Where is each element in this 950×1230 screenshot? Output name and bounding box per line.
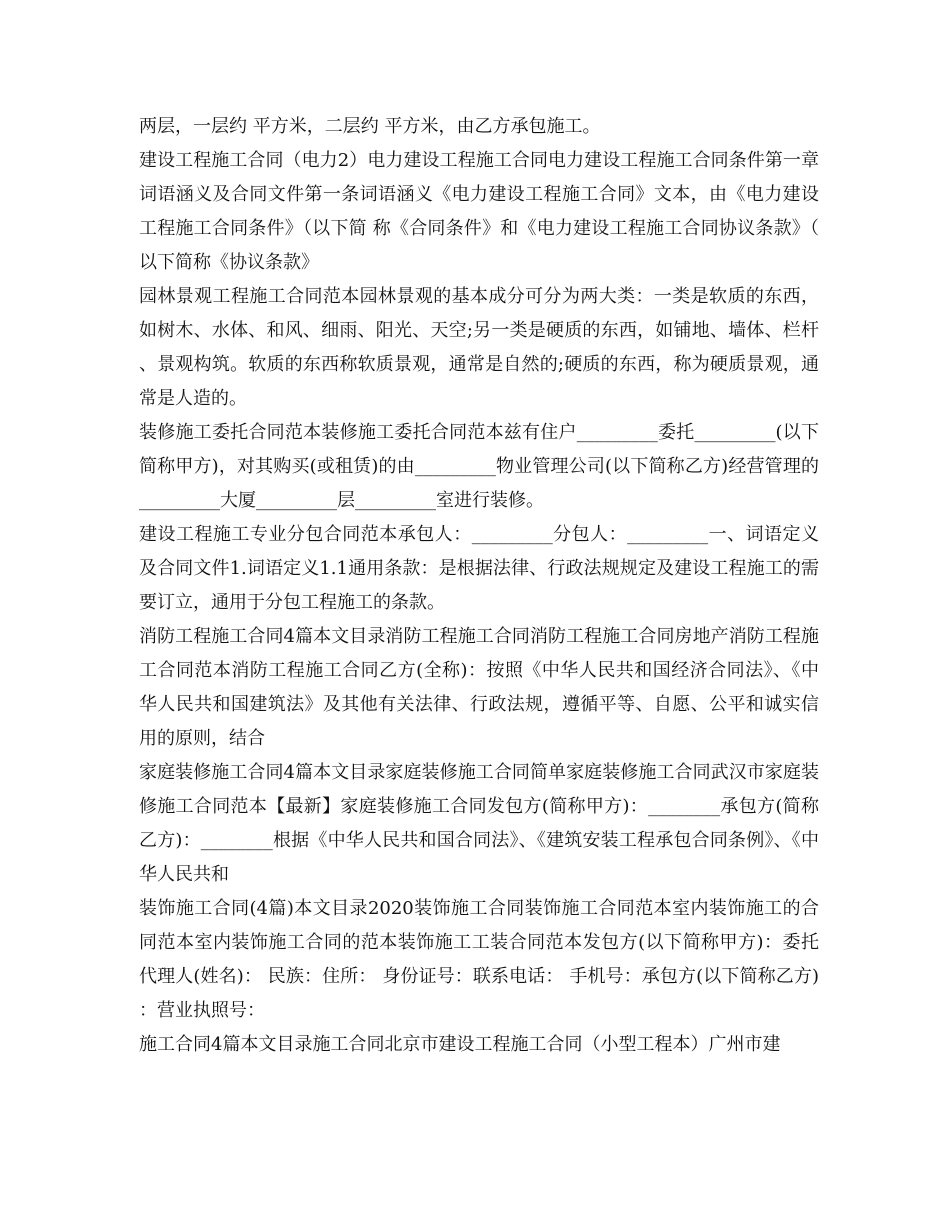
- paragraph-decoration-contract: 装饰施工合同(4篇)本文目录2020装饰施工合同装饰施工合同范本室内装饰施工的合同范本室内装饰施工合同的范本装饰施工工装合同范本发包方(以下简称甲方)：委托代理人(姓名)： 民族：住所： 身份证号：联系电话： 手机号：承包方(以下简称乙方)：营业执照号：: [139, 898, 819, 1021]
- paragraph-floor-area: 两层，一层约 平方米，二层约 平方米，由乙方承包施工。: [139, 116, 601, 137]
- paragraph-home-decoration-contract: 家庭装修施工合同4篇本文目录家庭装修施工合同简单家庭装修施工合同武汉市家庭装修施工合同范本【最新】家庭装修施工合同发包方(简称甲方)：________承包方(简称乙方)：________根据《中华人民共和国合同法》、《建筑安装工程承包合同条例》、《中华人民共和: [139, 762, 819, 885]
- document-body: [139, 110, 819, 1062]
- paragraph-construction-contract: 施工合同4篇本文目录施工合同北京市建设工程施工合同（小型工程本）广州市建: [139, 1034, 781, 1055]
- paragraph-fire-protection-contract: 消防工程施工合同4篇本文目录消防工程施工合同消防工程施工合同房地产消防工程施工合同范本消防工程施工合同乙方(全称)：按照《中华人民共和国经济合同法》、《中华人民共和国建筑法》及其他有关法律、行政法规，遵循平等、自愿、公平和诚实信用的原则，结合: [139, 626, 819, 749]
- paragraph-landscape-contract: 园林景观工程施工合同范本园林景观的基本成分可分为两大类：一类是软质的东西，如树木、水体、和风、细雨、阳光、天空;另一类是硬质的东西，如铺地、墙体、栏杆、景观构筑。软质的东西称软质景观，通常是自然的;硬质的东西，称为硬质景观，通常是人造的。: [139, 286, 819, 409]
- paragraph-subcontract: 建设工程施工专业分包合同范本承包人：_________分包人：_________一、词语定义及合同文件1.词语定义1.1通用条款：是根据法律、行政法规规定及建设工程施工的需要订立，通用于分包工程施工的条款。: [139, 524, 819, 613]
- paragraph-decoration-entrust-contract: 装修施工委托合同范本装修施工委托合同范本兹有住户_________委托_________(以下简称甲方)，对其购买(或租赁)的由_________物业管理公司(以下简称乙方)经营管理的_________大厦_________层_________室进行装修。: [139, 422, 819, 511]
- paragraph-power-construction-contract: 建设工程施工合同（电力2）电力建设工程施工合同电力建设工程施工合同条件第一章词语涵义及合同文件第一条词语涵义《电力建设工程施工合同》文本，由《电力建设工程施工合同条件》（以下简 称《合同条件》和《电力建设工程施工合同协议条款》（以下简称《协议条款》: [139, 150, 819, 273]
